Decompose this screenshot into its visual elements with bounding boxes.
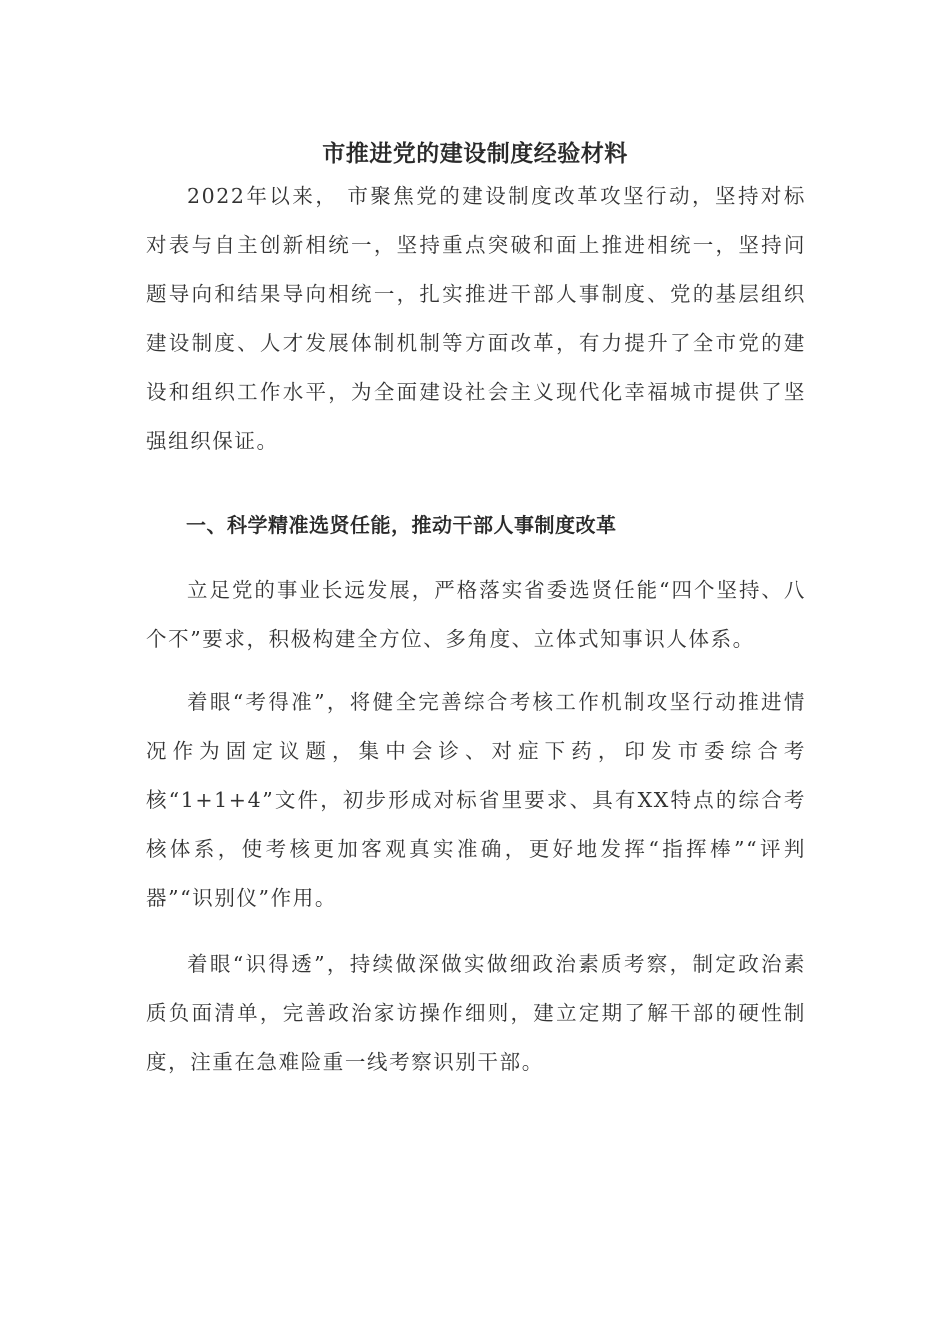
section-paragraph-1: 立足党的事业长远发展，严格落实省委选贤任能“四个坚持、八个不”要求，积极构建全方位、多角度、立体式知事识人体系。 (146, 578, 806, 651)
section-paragraph-3: 着眼“识得透”，持续做深做实做细政治素质考察，制定政治素质负面清单，完善政治家访操作细则，建立定期了解干部的硬性制度，注重在急难险重一线考察识别干部。 (146, 952, 806, 1074)
section-paragraph-2: 着眼“考得准”，将健全完善综合考核工作机制攻坚行动推进情况作为固定议题，集中会诊、对症下药，印发市委综合考核“1+1+4”文件，初步形成对标省里要求、具有XX特点的综合考核体系，使考核更加客观真实准确，更好地发挥“指挥棒”“评判器”“识别仪”作用。 (146, 690, 806, 910)
intro-paragraph: 2022年以来， 市聚焦党的建设制度改革攻坚行动，坚持对标对表与自主创新相统一，坚持重点突破和面上推进相统一，坚持问题导向和结果导向相统一，扎实推进干部人事制度、党的基层组织建设制度、人才发展体制机制等方面改革，有力提升了全市党的建设和组织工作水平，为全面建设社会主义现代化幸福城市提供了坚强组织保证。 (146, 184, 806, 453)
document-title: 市推进党的建设制度经验材料 (322, 141, 628, 167)
section-heading: 一、科学精准选贤任能，推动干部人事制度改革 (186, 513, 617, 537)
